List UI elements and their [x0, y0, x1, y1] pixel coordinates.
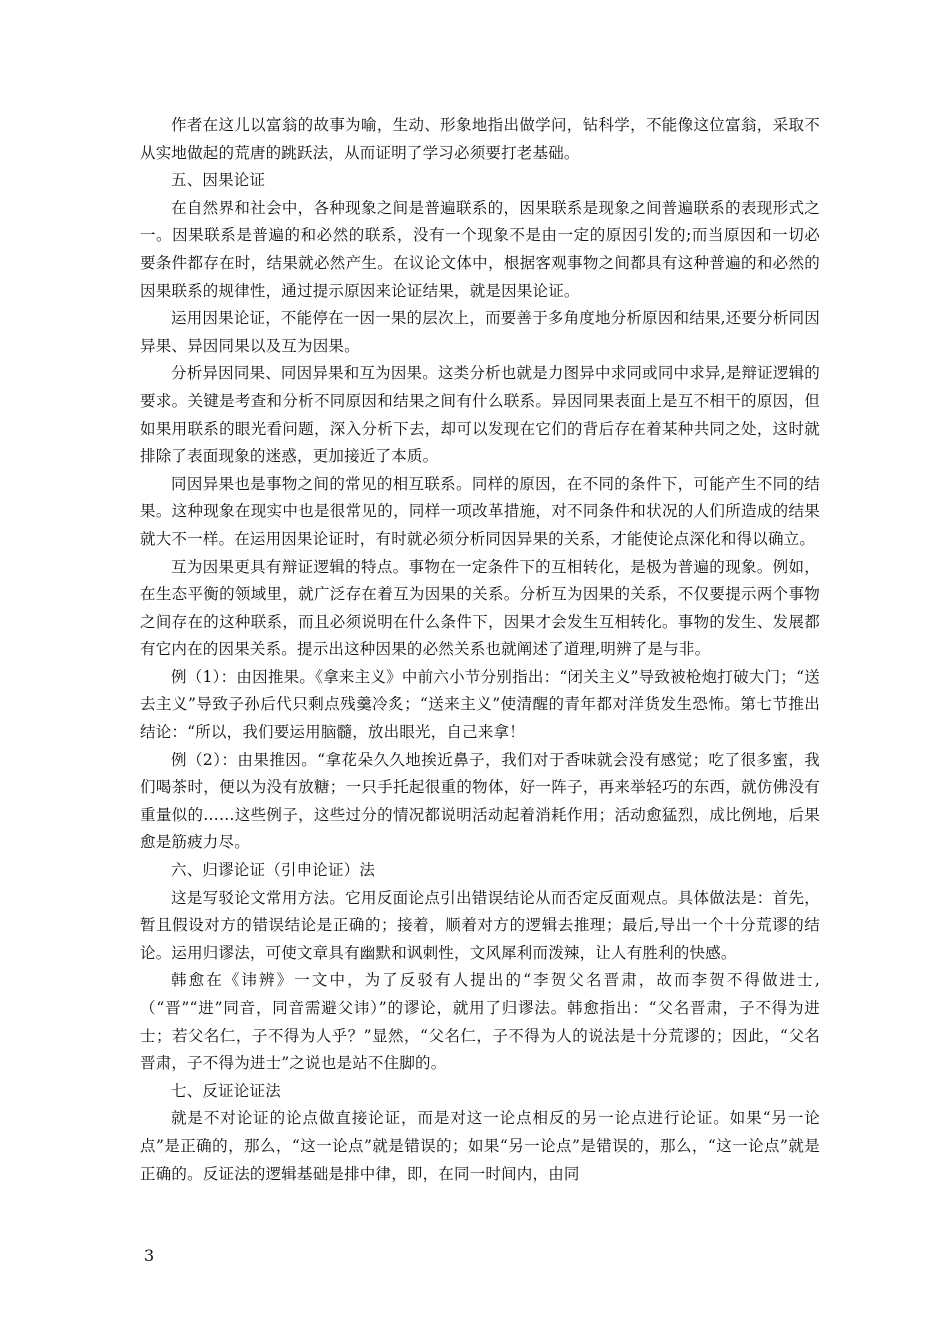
document-body: [140, 112, 820, 1188]
example-2: 例（2）：由果推因。“拿花朵久久地挨近鼻子，我们对于香味就会没有感觉；吃了很多蜜，我们喝茶时，便以为没有放糖；一只手托起很重的物体，好一阵子，再来举轻巧的东西，就仿佛没有重量似的……这些例子，这些过分的情况都说明活动起着消耗作用；活动愈猛烈，成比例地，后果愈是筋疲力尽。: [140, 750, 820, 852]
paragraph: 分析异因同果、同因异果和互为因果。这类分析也就是力图异中求同或同中求异,是辩证逻辑的要求。关键是考查和分析不同原因和结果之间有什么联系。异因同果表面上是互不相干的原因，但如果用联系的眼光看问题，深入分析下去，却可以发现在它们的背后存在着某种共同之处，这时就排除了表面现象的迷惑，更加接近了本质。: [140, 364, 820, 466]
paragraph: 在自然界和社会中，各种现象之间是普遍联系的，因果联系是现象之间普遍联系的表现形式之一。因果联系是普遍的和必然的联系，没有一个现象不是由一定的原因引发的;而当原因和一切必要条件都存在时，结果就必然产生。在议论文体中，根据客观事物之间都具有这种普遍的和必然的因果联系的规律性，通过提示原因来论证结果，就是因果论证。: [140, 198, 820, 300]
paragraph: 同因异果也是事物之间的常见的相互联系。同样的原因，在不同的条件下，可能产生不同的结果。这种现象在现实中也是很常见的，同样一项改革措施，对不同条件和状况的人们所造成的结果就大不一样。在运用因果论证时，有时就必须分析同因异果的关系，才能使论点深化和得以确立。: [140, 474, 820, 548]
paragraph: 这是写驳论文常用方法。它用反面论点引出错误结论从而否定反面观点。具体做法是：首先，暂且假设对方的错误结论是正确的；接着，顺着对方的逻辑去推理；最后,导出一个十分荒谬的结论。运用归谬法，可使文章具有幽默和讽刺性，文风犀利而泼辣，让人有胜利的快感。: [140, 888, 820, 962]
paragraph: 互为因果更具有辩证逻辑的特点。事物在一定条件下的互相转化，是极为普遍的现象。例如，在生态平衡的领域里，就广泛存在着互为因果的关系。分析互为因果的关系，不仅要提示两个事物之间存在的这种联系，而且必须说明在什么条件下，因果才会发生互相转化。事物的发生、发展都有它内在的因果关系。提示出这种因果的必然关系也就阐述了道理,明辨了是与非。: [140, 557, 820, 659]
section-heading-6: 六、归谬论证（引申论证）法: [171, 861, 376, 880]
example-1: 例（1）：由因推果。《拿来主义》中前六小节分别指出：“闭关主义”导致被枪炮打破大门；“送去主义”导致子孙后代只剩点残羹冷炙；“送来主义”使清醒的青年都对洋货发生恐怖。第七节推出结论：“所以，我们要运用脑髓，放出眼光，自己来拿！: [140, 667, 820, 742]
page-number: 3: [144, 1246, 155, 1265]
section-heading-5: 五、因果论证: [171, 171, 266, 190]
paragraph-intro: 作者在这儿以富翁的故事为喻，生动、形象地指出做学问，钻科学，不能像这位富翁，采取不从实地做起的荒唐的跳跃法，从而证明了学习必须要打老基础。: [140, 116, 820, 162]
paragraph: 韩愈在《讳辨》一文中，为了反驳有人提出的“李贺父名晋肃，故而李贺不得做进士,（“晋”“进”同音，同音需避父讳）”的谬论，就用了归谬法。韩愈指出：“父名晋肃，子不得为进士；若父名仁，子不得为人乎？”显然，“父名仁，子不得为人的说法是十分荒谬的；因此，“父名晋肃，子不得为进士”之说也是站不住脚的。: [140, 971, 820, 1073]
paragraph: 就是不对论证的论点做直接论证，而是对这一论点相反的另一论点进行论证。如果“另一论点”是正确的，那么，“这一论点”就是错误的；如果“另一论点”是错误的，那么，“这一论点”就是正确的。反证法的逻辑基础是排中律，即，在同一时间内，由同: [140, 1109, 820, 1183]
section-heading-7: 七、反证论证法: [171, 1081, 281, 1100]
paragraph: 运用因果论证，不能停在一因一果的层次上，而要善于多角度地分析原因和结果,还要分析同因异果、异因同果以及互为因果。: [140, 309, 820, 355]
